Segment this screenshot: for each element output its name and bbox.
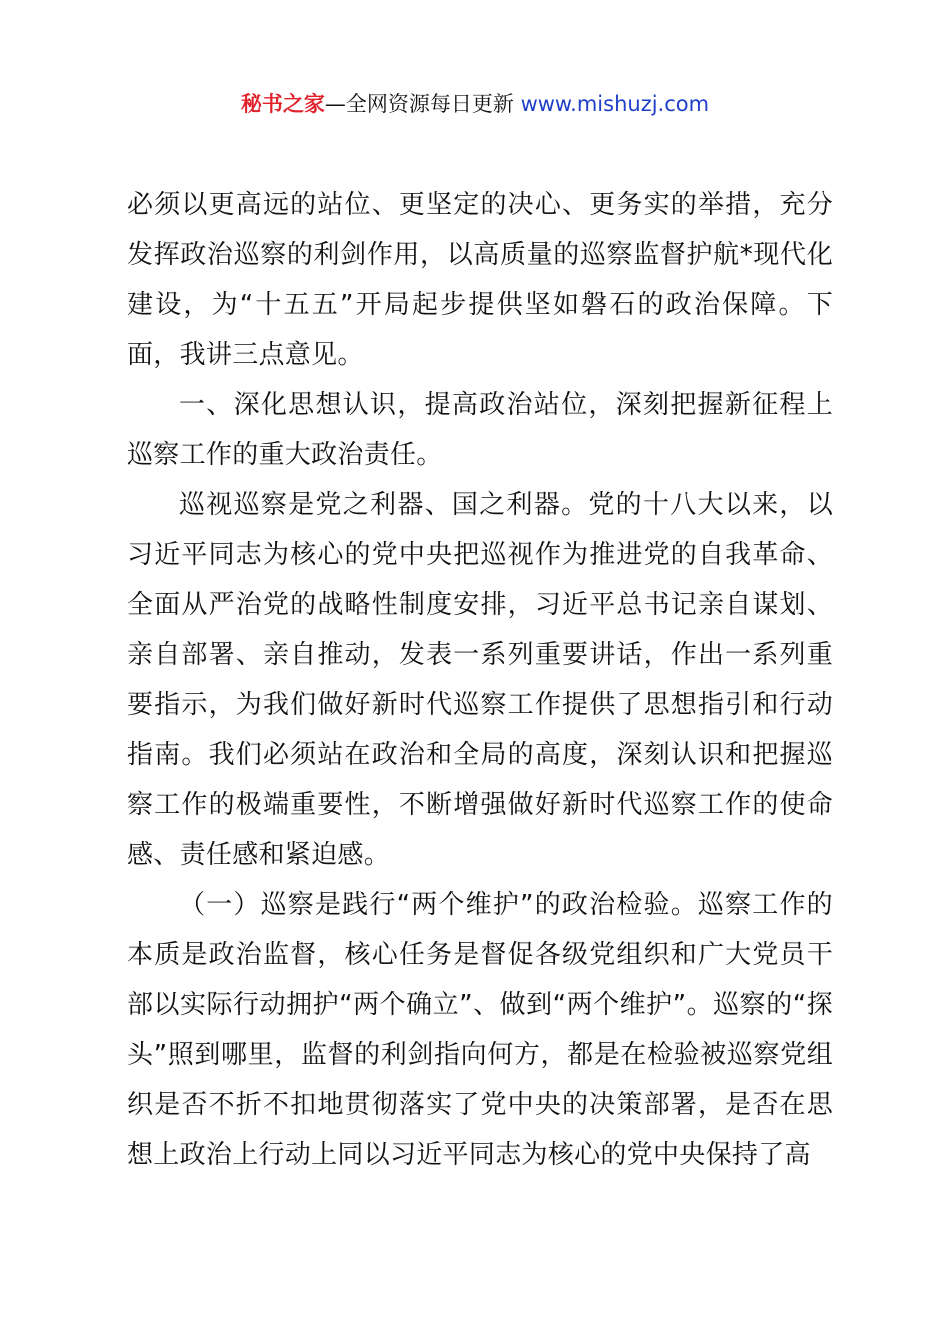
document-body: [127, 180, 833, 1180]
header-brand: 秘书之家: [240, 92, 325, 116]
header-tagline: —全网资源每日更新: [324, 92, 521, 116]
section-heading-1: 一、深化思想认识，提高政治站位，深刻把握新征程上巡察工作的重大政治责任。: [127, 390, 833, 470]
paragraph-inspection-significance: 巡视巡察是党之利器、国之利器。党的十八大以来，以习近平同志为核心的党中央把巡视作为推进党的自我革命、全面从严治党的战略性制度安排，习近平总书记亲自谋划、亲自部署、亲自推动，发表一系列重要讲话，作出一系列重要指示，为我们做好新时代巡察工作提供了思想指引和行动指南。我们必须站在政治和全局的高度，深刻认识和把握巡察工作的极端重要性，不断增强做好新时代巡察工作的使命感、责任感和紧迫感。: [127, 490, 833, 870]
paragraph-subpoint-1: （一）巡察是践行“两个维护”的政治检验。巡察工作的本质是政治监督，核心任务是督促各级党组织和广大党员干部以实际行动拥护“两个确立”、做到“两个维护”。巡察的“探头”照到哪里，监督的利剑指向何方，都是在检验被巡察党组织是否不折不扣地贯彻落实了党中央的决策部署，是否在思想上政治上行动上同以习近平同志为核心的党中央保持了高: [127, 890, 833, 1170]
paragraph-intro-continued: 必须以更高远的站位、更坚定的决心、更务实的举措，充分发挥政治巡察的利剑作用，以高质量的巡察监督护航*现代化建设，为“十五五”开局起步提供坚如磐石的政治保障。下面，我讲三点意见。: [127, 190, 833, 370]
header-url-link[interactable]: www.mishuzj.com: [520, 92, 710, 116]
page-header: [0, 88, 950, 120]
